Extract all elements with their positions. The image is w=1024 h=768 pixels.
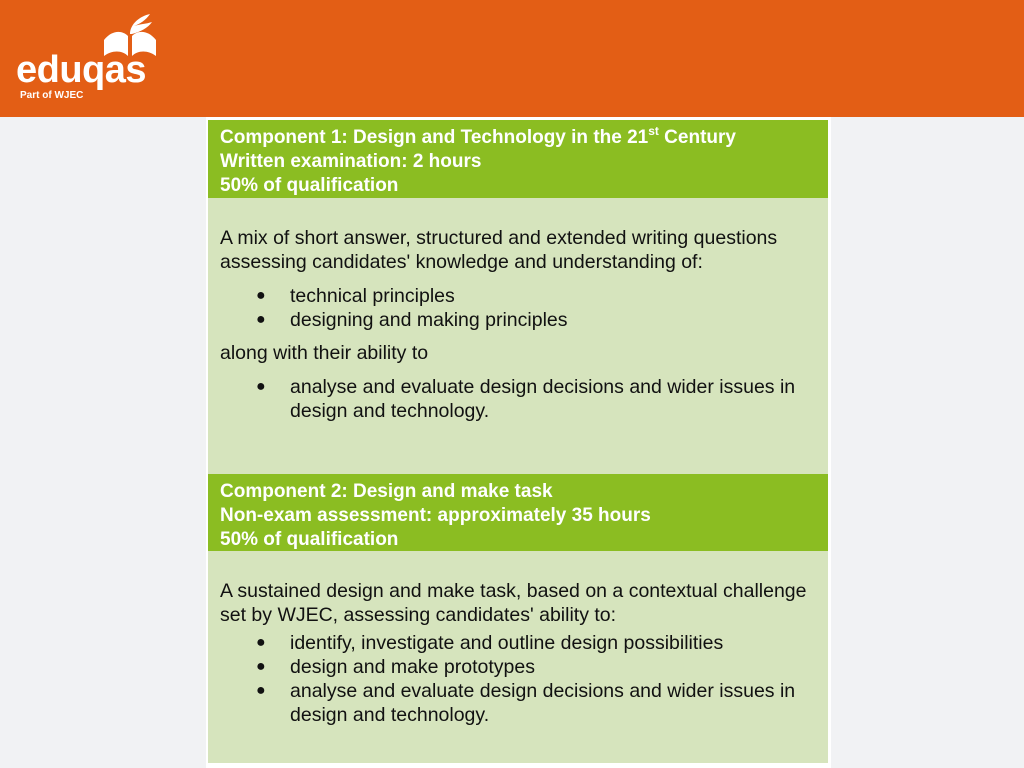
component2-description [208, 551, 828, 763]
component1-weighting: 50% of qualification [220, 175, 399, 196]
component1-middle-text: along with their ability to [220, 342, 429, 364]
bullet-icon: ● [256, 287, 266, 304]
component1-knowledge-list [220, 284, 816, 332]
component2-intro: A sustained design and make task, based on a contextual challenge set by WJEC, assessing candidates' ability to: [220, 580, 807, 626]
list-item: ● technical principles [256, 285, 455, 307]
bullet-icon: ● [256, 634, 266, 651]
list-item: ● identify, investigate and outline design possibilities [256, 632, 724, 654]
component2-heading [208, 474, 828, 551]
header-banner [0, 0, 1024, 117]
list-item: ● design and make prototypes [256, 656, 535, 678]
component1-ability-list [220, 375, 816, 423]
bullet-icon: ● [256, 682, 266, 699]
component1-title: Component 1: Design and Technology in the 21st Century [220, 124, 736, 148]
logo-tagline: Part of WJEC [20, 90, 84, 101]
component2-weighting: 50% of qualification [220, 529, 399, 550]
component2-title: Component 2: Design and make task [220, 481, 553, 502]
list-item: ● analyse and evaluate design decisions and wider issues in design and technology. [256, 680, 796, 726]
component2-ability-list [220, 631, 816, 727]
bullet-icon: ● [256, 658, 266, 675]
bullet-icon: ● [256, 378, 266, 395]
eduqas-logo [16, 12, 166, 104]
logo-wordmark: eduqas [16, 49, 147, 91]
bullet-icon: ● [256, 311, 266, 328]
list-item: ● analyse and evaluate design decisions and wider issues in design and technology. [256, 376, 796, 422]
component1-heading [208, 120, 828, 198]
component1-intro: A mix of short answer, structured and extended writing questions assessing candidates' knowledge and understanding of: [220, 227, 778, 273]
component-table [206, 117, 831, 768]
component1-duration: Written examination: 2 hours [220, 151, 482, 172]
component2-duration: Non-exam assessment: approximately 35 hours [220, 505, 651, 526]
list-item: ● designing and making principles [256, 309, 568, 331]
